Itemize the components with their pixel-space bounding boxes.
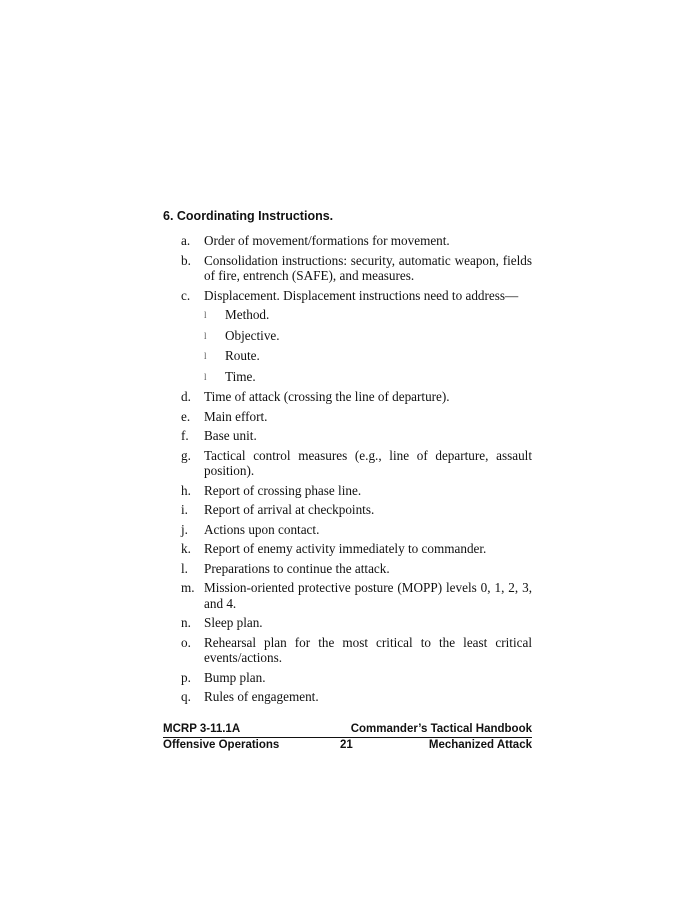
- publication-number: MCRP 3-11.1A: [163, 723, 241, 735]
- list-item: [181, 233, 532, 249]
- item-text: Bump plan.: [204, 669, 266, 685]
- sub-list-item: [204, 307, 532, 323]
- displacement-sublist: [204, 307, 532, 384]
- list-item: [181, 561, 532, 577]
- sub-list-item: [204, 328, 532, 344]
- item-text: Main effort.: [204, 408, 268, 424]
- topic-title: Mechanized Attack: [428, 739, 532, 751]
- bullet-icon: l: [204, 351, 207, 361]
- item-text: Rehearsal plan for the most critical to the least critical events/actions.: [204, 634, 532, 665]
- item-text: Base unit.: [204, 428, 257, 443]
- item-letter: d.: [181, 389, 191, 404]
- item-text: Actions upon contact.: [204, 521, 320, 537]
- coordinating-instructions-list: [181, 233, 532, 709]
- item-text: Tactical control measures (e.g., line of departure, assault position).: [204, 447, 532, 478]
- item-text: Report of enemy activity immediately to commander.: [204, 541, 487, 556]
- item-text: Consolidation instructions: security, automatic weapon, fields of fire, entrench (SAFE), and measures.: [204, 252, 532, 283]
- bullet-icon: l: [204, 371, 207, 382]
- item-letter: p.: [181, 669, 191, 685]
- page-footer: [163, 723, 532, 753]
- chapter-title: Offensive Operations: [163, 739, 280, 751]
- item-letter: e.: [181, 408, 191, 424]
- list-item: [181, 635, 532, 666]
- list-item: [181, 483, 532, 499]
- item-text: Report of crossing phase line.: [204, 482, 362, 498]
- list-item: [181, 670, 532, 686]
- sub-item-text: Objective.: [225, 327, 280, 343]
- list-item: [181, 428, 532, 444]
- item-letter: o.: [181, 634, 191, 650]
- item-letter: l.: [181, 560, 188, 576]
- item-letter: b.: [181, 252, 191, 268]
- list-item: [181, 689, 532, 705]
- list-item: [181, 502, 532, 518]
- item-letter: c.: [181, 287, 191, 303]
- list-item: [181, 448, 532, 479]
- list-item: [181, 389, 532, 405]
- sub-item-text: Method.: [225, 307, 270, 322]
- footer-bottom-row: [163, 739, 532, 753]
- item-letter: n.: [181, 615, 191, 630]
- item-text: Order of movement/formations for movement.: [204, 233, 450, 248]
- section-title: 6. Coordinating Instructions.: [163, 209, 334, 223]
- item-letter: j.: [181, 521, 188, 537]
- sub-item-text: Time.: [225, 368, 256, 384]
- list-item: [181, 253, 532, 284]
- item-letter: h.: [181, 482, 191, 498]
- footer-top-row: [163, 723, 532, 737]
- item-text: Time of attack (crossing the line of departure).: [204, 389, 450, 404]
- item-letter: k.: [181, 541, 191, 556]
- bullet-icon: l: [204, 330, 207, 341]
- page-number: 21: [340, 739, 353, 751]
- item-text: Report of arrival at checkpoints.: [204, 502, 375, 517]
- footer-divider: [163, 737, 532, 738]
- item-text: Displacement. Displacement instructions need to address—: [204, 287, 519, 303]
- item-letter: i.: [181, 502, 188, 517]
- list-item: [181, 541, 532, 557]
- list-item: [181, 522, 532, 538]
- list-item: [181, 580, 532, 611]
- item-letter: q.: [181, 689, 191, 704]
- handbook-title: Commander’s Tactical Handbook: [350, 723, 532, 735]
- sub-list-item: [204, 369, 532, 385]
- item-text: Preparations to continue the attack.: [204, 560, 390, 576]
- sub-list-item: [204, 348, 532, 364]
- item-letter: f.: [181, 428, 189, 443]
- sub-item-text: Route.: [225, 348, 260, 363]
- list-item: [181, 288, 532, 385]
- bullet-icon: l: [204, 310, 207, 320]
- item-text: Rules of engagement.: [204, 689, 319, 704]
- list-item: [181, 615, 532, 631]
- item-letter: a.: [181, 233, 191, 248]
- item-text: Mission-oriented protective posture (MOPP) levels 0, 1, 2, 3, and 4.: [204, 580, 532, 611]
- item-letter: m.: [181, 580, 195, 595]
- item-text: Sleep plan.: [204, 615, 263, 630]
- item-letter: g.: [181, 447, 191, 463]
- list-item: [181, 409, 532, 425]
